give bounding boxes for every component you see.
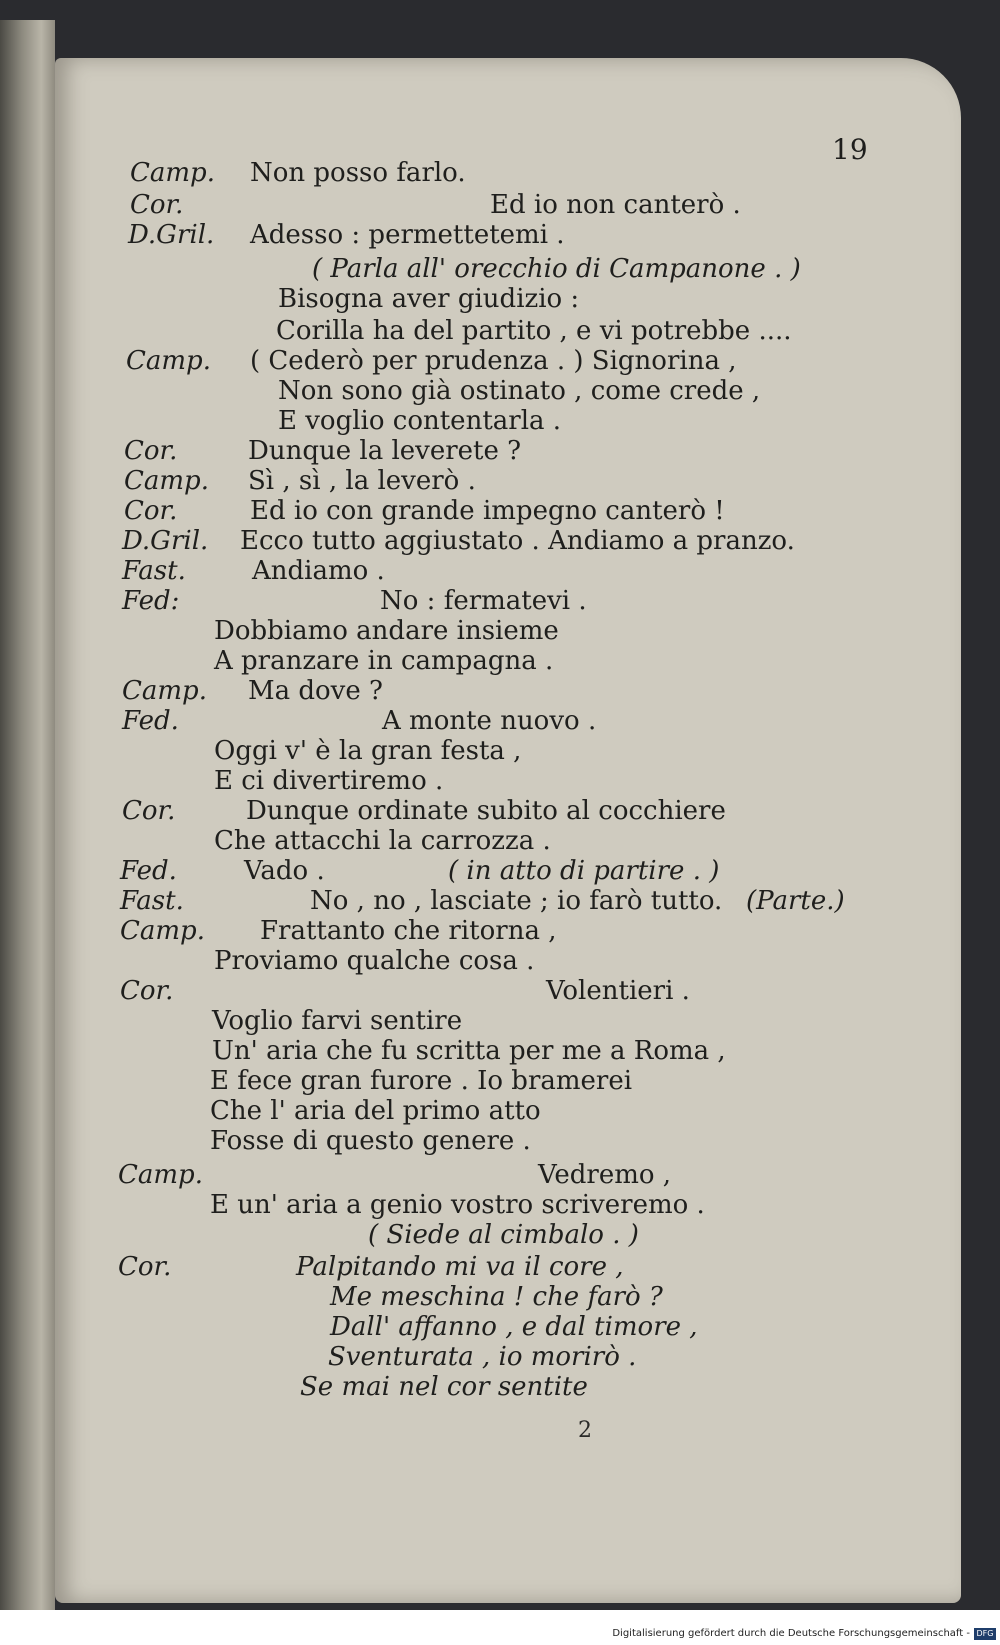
speaker-label: Cor.	[130, 190, 184, 220]
dialogue-line: Che attacchi la carrozza .	[214, 826, 551, 856]
stage-direction: (Parte.)	[746, 886, 845, 916]
dialogue-line: No : fermatevi .	[380, 586, 587, 616]
speaker-label: Fast.	[120, 886, 184, 916]
dialogue-line: Ecco tutto aggiustato . Andiamo a pranzo.	[240, 526, 795, 556]
aria-line: Palpitando mi va il core ,	[296, 1252, 624, 1282]
speaker-label: Cor.	[120, 976, 174, 1006]
speaker-label: Camp.	[122, 676, 207, 706]
dfg-logo: DFG	[974, 1628, 996, 1640]
speaker-label: Fed.	[120, 856, 177, 886]
dialogue-line: Che l' aria del primo atto	[210, 1096, 541, 1126]
aria-line: Dall' affanno , e dal timore ,	[330, 1312, 698, 1342]
dialogue-line: E fece gran furore . Io bramerei	[210, 1066, 633, 1096]
dialogue-line: Non sono già ostinato , come crede ,	[278, 376, 761, 406]
dialogue-line: Ed io non canterò .	[490, 190, 741, 220]
dialogue-line: Dunque ordinate subito al cocchiere	[246, 796, 726, 826]
speaker-label: Cor.	[124, 436, 178, 466]
aria-line: Se mai nel cor sentite	[300, 1372, 588, 1402]
dialogue-line: Ed io con grande impegno canterò !	[250, 496, 725, 526]
aria-line: Sventurata , io morirò .	[328, 1342, 637, 1372]
dialogue-line: Bisogna aver giudizio :	[278, 284, 580, 314]
dialogue-line: Adesso : permettetemi .	[250, 220, 565, 250]
dialogue-line: Sì , sì , la leverò .	[248, 466, 476, 496]
speaker-label: Camp.	[126, 346, 211, 376]
dialogue-line: Andiamo .	[252, 556, 385, 586]
dialogue-line: Fosse di questo genere .	[210, 1126, 531, 1156]
dialogue-line: E un' aria a genio vostro scriveremo .	[210, 1190, 705, 1220]
page-number: 19	[832, 133, 868, 166]
dialogue-line: Dobbiamo andare insieme	[214, 616, 559, 646]
speaker-label: Fed:	[122, 586, 180, 616]
dialogue-line: A pranzare in campagna .	[214, 646, 554, 676]
dialogue-line: E voglio contentarla .	[278, 406, 562, 436]
speaker-label: Cor.	[124, 496, 178, 526]
speaker-label: Camp.	[118, 1160, 203, 1190]
dialogue-line: Dunque la leverete ?	[248, 436, 522, 466]
dialogue-line: Ma dove ?	[248, 676, 383, 706]
dialogue-line: No , no , lasciate ; io farò tutto.	[310, 886, 723, 916]
dialogue-line: Volentieri .	[546, 976, 690, 1006]
speaker-label: Cor.	[122, 796, 176, 826]
left-page-edge	[0, 20, 55, 1610]
dialogue-line: Un' aria che fu scritta per me a Roma ,	[212, 1036, 726, 1066]
speaker-label: Camp.	[130, 158, 215, 188]
speaker-label: Fast.	[122, 556, 186, 586]
speaker-label: D.Gril.	[128, 220, 215, 250]
stage-direction: ( Parla all' orecchio di Campanone . )	[312, 254, 801, 284]
funding-credit: Digitalisierung gefördert durch die Deutsche Forschungsgemeinschaft -	[612, 1628, 970, 1639]
dialogue-line: A monte nuovo .	[382, 706, 597, 736]
speaker-label: Cor.	[118, 1252, 172, 1282]
dialogue-line: Oggi v' è la gran festa ,	[214, 736, 522, 766]
dialogue-line: Corilla ha del partito , e vi potrebbe ....	[276, 316, 792, 346]
signature-mark: 2	[578, 1418, 592, 1443]
speaker-label: D.Gril.	[122, 526, 209, 556]
dialogue-line: Vado .	[244, 856, 325, 886]
stage-direction: ( in atto di partire . )	[448, 856, 720, 886]
dialogue-line: ( Cederò per prudenza . ) Signorina ,	[250, 346, 737, 376]
speaker-label: Fed.	[122, 706, 179, 736]
dialogue-line: Proviamo qualche cosa .	[214, 946, 535, 976]
dialogue-line: Vedremo ,	[538, 1160, 672, 1190]
speaker-label: Camp.	[120, 916, 205, 946]
dialogue-line: Non posso farlo.	[250, 158, 466, 188]
speaker-label: Camp.	[124, 466, 209, 496]
dialogue-line: Frattanto che ritorna ,	[260, 916, 557, 946]
dialogue-line: Voglio farvi sentire	[212, 1006, 463, 1036]
aria-line: Me meschina ! che farò ?	[330, 1282, 663, 1312]
stage-direction: ( Siede al cimbalo . )	[368, 1220, 639, 1250]
dialogue-line: E ci divertiremo .	[214, 766, 444, 796]
